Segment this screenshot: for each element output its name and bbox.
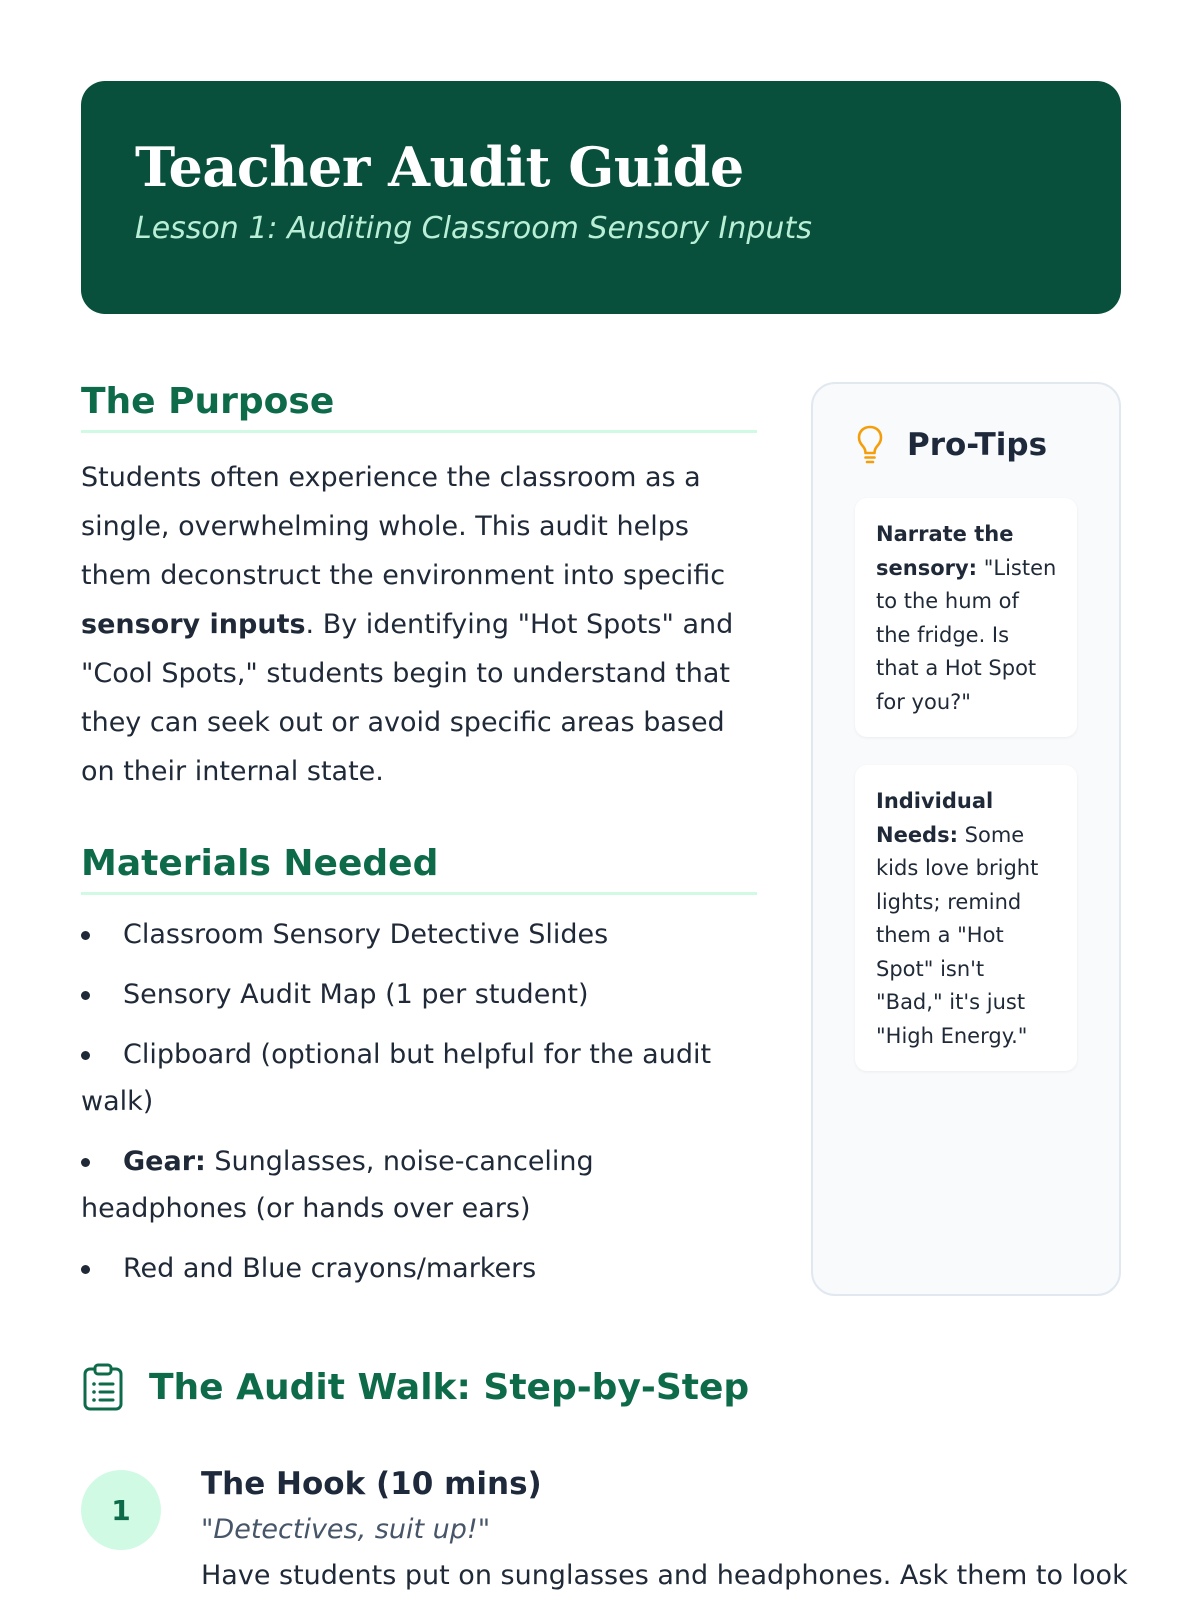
main-content <box>81 380 757 1305</box>
list-item <box>81 971 757 1018</box>
step-body <box>201 1464 1128 1596</box>
tip-card-text: "Listen to the hum of the fridge. Is that a Hot Spot for you?" <box>876 555 1057 714</box>
pro-tips-title: Pro-Tips <box>907 427 1048 463</box>
tip-card-bold: Narrate the sensory: <box>876 522 1014 580</box>
materials-list <box>81 911 757 1292</box>
list-item-text: Sunglasses, noise-canceling headphones (or hands over ears) <box>81 1146 594 1224</box>
page-title: Teacher Audit Guide <box>135 135 744 199</box>
list-item-bold: Gear: <box>123 1146 206 1177</box>
purpose-text-bold: sensory inputs <box>81 609 306 640</box>
header-banner <box>81 81 1121 314</box>
audit-walk-title: The Audit Walk: Step-by-Step <box>149 1366 750 1408</box>
purpose-text-start: Students often experience the classroom as a single, overwhelming whole. This audit helps them deconstruct the environment into specific <box>81 462 726 591</box>
list-item <box>81 1138 757 1232</box>
tip-card-text: Some kids love bright lights; remind them a "Hot Spot" isn't "Bad," it's just "High Energy." <box>876 822 1039 1048</box>
list-item <box>81 911 757 958</box>
step-title: The Hook (10 mins) <box>201 1466 542 1502</box>
bullet-icon <box>81 991 90 1000</box>
list-item-text: Clipboard (optional but helpful for the audit walk) <box>81 1039 712 1117</box>
audit-walk-header <box>81 1362 749 1412</box>
list-item <box>81 1031 757 1125</box>
bullet-icon <box>81 1051 90 1060</box>
clipboard-list-icon <box>81 1362 125 1412</box>
tip-card-bold: Individual Needs: <box>876 789 994 847</box>
step-number-badge: 1 <box>81 1470 161 1550</box>
purpose-paragraph <box>81 453 757 796</box>
step-quote: "Detectives, suit up!" <box>201 1514 491 1545</box>
bullet-icon <box>81 1265 90 1274</box>
pro-tips-header <box>855 422 1077 468</box>
bullet-icon <box>81 1158 90 1167</box>
materials-heading: Materials Needed <box>81 842 757 895</box>
list-item-text: Sensory Audit Map (1 per student) <box>123 979 589 1010</box>
list-item-text: Red and Blue crayons/markers <box>123 1253 537 1284</box>
list-item <box>81 1245 757 1292</box>
list-item-text: Classroom Sensory Detective Slides <box>123 919 609 950</box>
bullet-icon <box>81 931 90 940</box>
step-text: Have students put on sunglasses and headphones. Ask them to look <box>201 1560 1128 1591</box>
tip-card <box>855 498 1077 737</box>
purpose-text-end: . By identifying "Hot Spots" and "Cool Spots," students begin to understand that they can seek out or avoid specific areas based on their internal state. <box>81 609 734 787</box>
lightbulb-icon <box>855 424 885 466</box>
purpose-heading: The Purpose <box>81 380 757 433</box>
page-subtitle: Lesson 1: Auditing Classroom Sensory Inputs <box>135 211 812 246</box>
pro-tips-sidebar <box>811 382 1121 1296</box>
tip-card <box>855 765 1077 1071</box>
